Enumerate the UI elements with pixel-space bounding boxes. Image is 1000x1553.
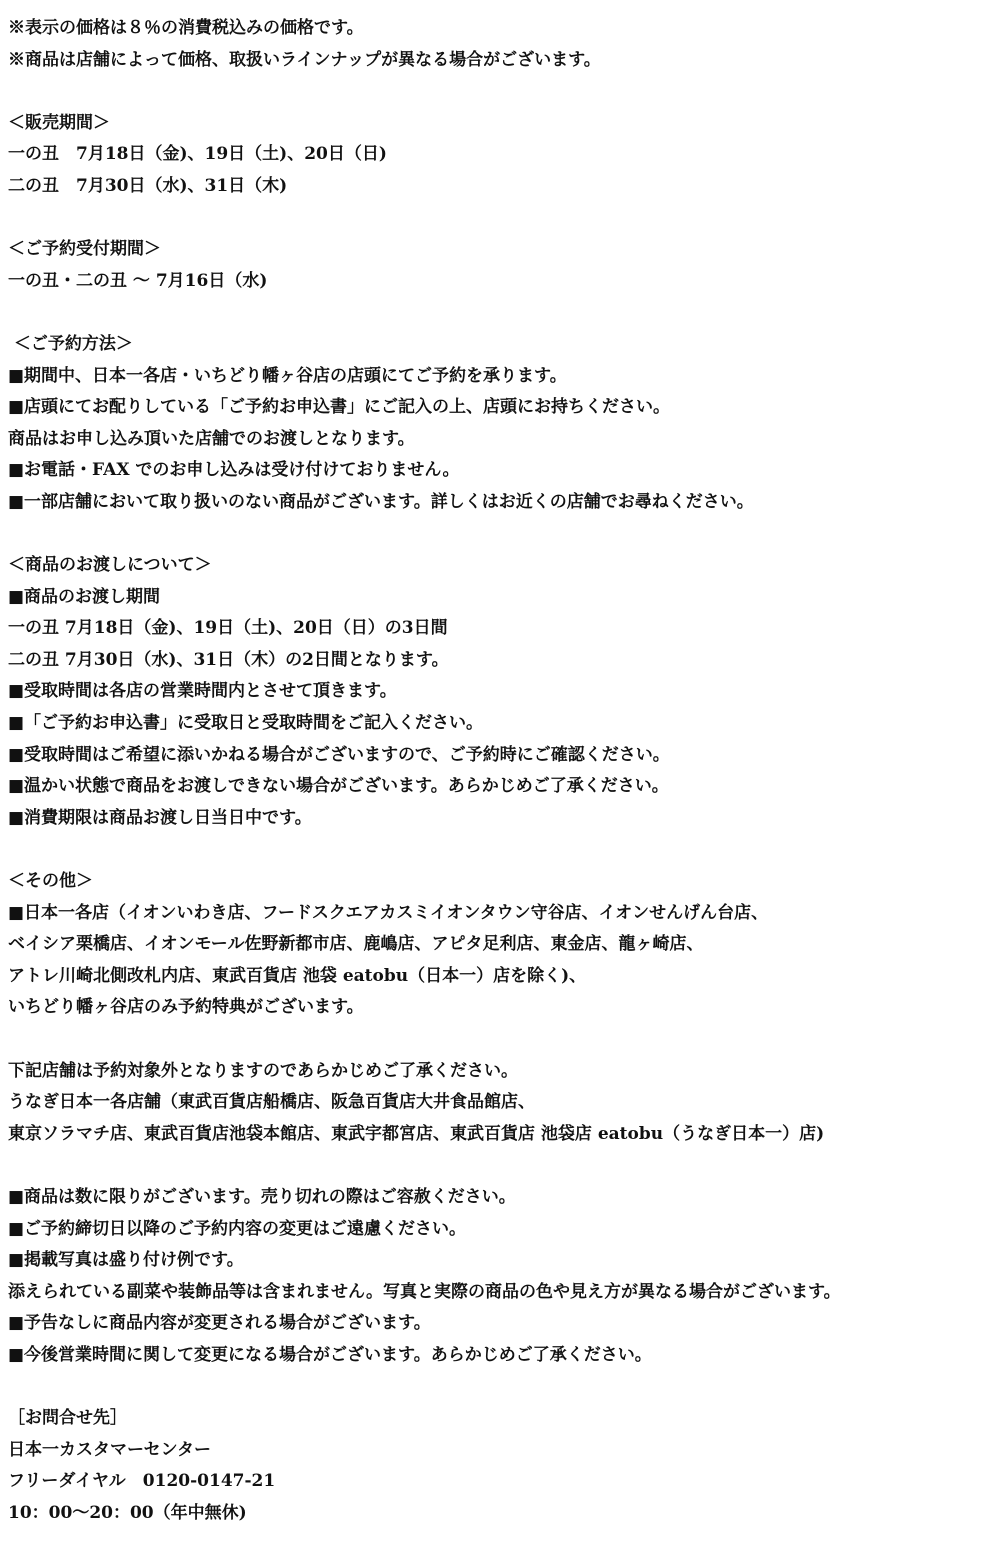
notice-line: うなぎ日本一各店舗（東武百貨店船橋店、阪急百貨店大井食品館店、: [8, 1092, 535, 1113]
notice-line: いちどり幡ヶ谷店のみ予約特典がございます。: [8, 997, 364, 1018]
notice-line: 一の丑 7月18日（金)、19日（土)、20日（日）の3日間: [8, 618, 448, 639]
notice-line: ■期間中、日本一各店・いちどり幡ヶ谷店の店頭にてご予約を承ります。: [8, 365, 567, 386]
notice-line: ［お問合せ先］: [8, 1408, 127, 1429]
notice-line: ■一部店舗において取り扱いのない商品がございます。詳しくはお近くの店舗でお尋ねください。: [8, 491, 754, 512]
notice-line: 二の丑 7月30日（水)、31日（木): [8, 175, 288, 196]
notice-line: 二の丑 7月30日（水)、31日（木）の2日間となります。: [8, 649, 449, 670]
notice-line: ■商品のお渡し期間: [8, 586, 161, 607]
notice-line: ■受取時間は各店の営業時間内とさせて頂きます。: [8, 681, 397, 702]
blank-line: [8, 834, 992, 866]
notice-line: 添えられている副菜や装飾品等は含まれません。写真と実際の商品の色や見え方が異なる場合がございます。: [8, 1281, 841, 1302]
notice-line: ＜ご予約受付期間＞: [8, 239, 161, 260]
notice-line: ■今後営業時間に関して変更になる場合がございます。あらかじめご了承ください。: [8, 1344, 652, 1365]
notice-line: ■受取時間はご希望に添いかねる場合がございますので、ご予約時にご確認ください。: [8, 744, 670, 765]
notice-line: アトレ川崎北側改札内店、東武百貨店 池袋 eatobu（日本一）店を除く)、: [8, 965, 587, 986]
notice-line: ベイシア栗橋店、イオンモール佐野新都市店、鹿嶋店、アピタ足利店、東金店、龍ヶ崎店、: [8, 934, 704, 955]
blank-line: [8, 1372, 992, 1404]
notice-line: ■ご予約締切日以降のご予約内容の変更はご遠慮ください。: [8, 1218, 467, 1239]
notice-line: 下記店舗は予約対象外となりますのであらかじめご了承ください。: [8, 1060, 518, 1081]
notice-line: ■「ご予約お申込書」に受取日と受取時間をご記入ください。: [8, 713, 484, 734]
notice-line: 東京ソラマチ店、東武百貨店池袋本館店、東武宇都宮店、東武百貨店 池袋店 eatobu（うなぎ日本一）店): [8, 1123, 825, 1144]
notice-line: ■商品は数に限りがございます。売り切れの際はご容赦ください。: [8, 1186, 516, 1207]
notice-line: ＜販売期間＞: [8, 112, 110, 133]
notice-line: ■お電話・FAX でのお申し込みは受け付けておりません。: [8, 460, 460, 481]
blank-line: [8, 519, 992, 551]
blank-line: [8, 1024, 992, 1056]
notice-line: ■温かい状態で商品をお渡しできない場合がございます。あらかじめご了承ください。: [8, 776, 669, 797]
notice-line: 日本一カスタマーセンター: [8, 1439, 211, 1460]
notice-line: 一の丑・二の丑 〜 7月16日（水): [8, 270, 268, 291]
notice-line: ＜商品のお渡しについて＞: [8, 555, 212, 576]
blank-line: [8, 1150, 992, 1182]
blank-line: [8, 203, 992, 235]
notice-line: 商品はお申し込み頂いた店舗でのお渡しとなります。: [8, 428, 415, 449]
notice-line: ＜ご予約方法＞: [8, 333, 133, 354]
blank-line: [8, 76, 992, 108]
notice-line: フリーダイヤル 0120-0147-21: [8, 1471, 276, 1492]
notice-line: ※表示の価格は８％の消費税込みの価格です。: [8, 18, 364, 38]
notice-line: ■掲載写真は盛り付け例です。: [8, 1250, 244, 1271]
notice-line: ■店頭にてお配りしている「ご予約お申込書」にご記入の上、店頭にお持ちください。: [8, 397, 671, 418]
blank-line: [8, 297, 992, 329]
notice-line: 一の丑 7月18日（金)、19日（土)、20日（日): [8, 144, 387, 165]
notice-line: ■予告なしに商品内容が変更される場合がございます。: [8, 1313, 431, 1334]
notice-line: 10：00〜20：00（年中無休): [8, 1502, 247, 1523]
notice-line: ■日本一各店（イオンいわき店、フードスクエアカスミイオンタウン守谷店、イオンせんげん台店、: [8, 902, 769, 923]
notice-line: ■消費期限は商品お渡し日当日中です。: [8, 807, 312, 828]
notice-line: ＜その他＞: [8, 871, 93, 892]
notice-line: ※商品は店舗によって価格、取扱いラインナップが異なる場合がございます。: [8, 49, 601, 70]
notice-document: [8, 13, 992, 1530]
